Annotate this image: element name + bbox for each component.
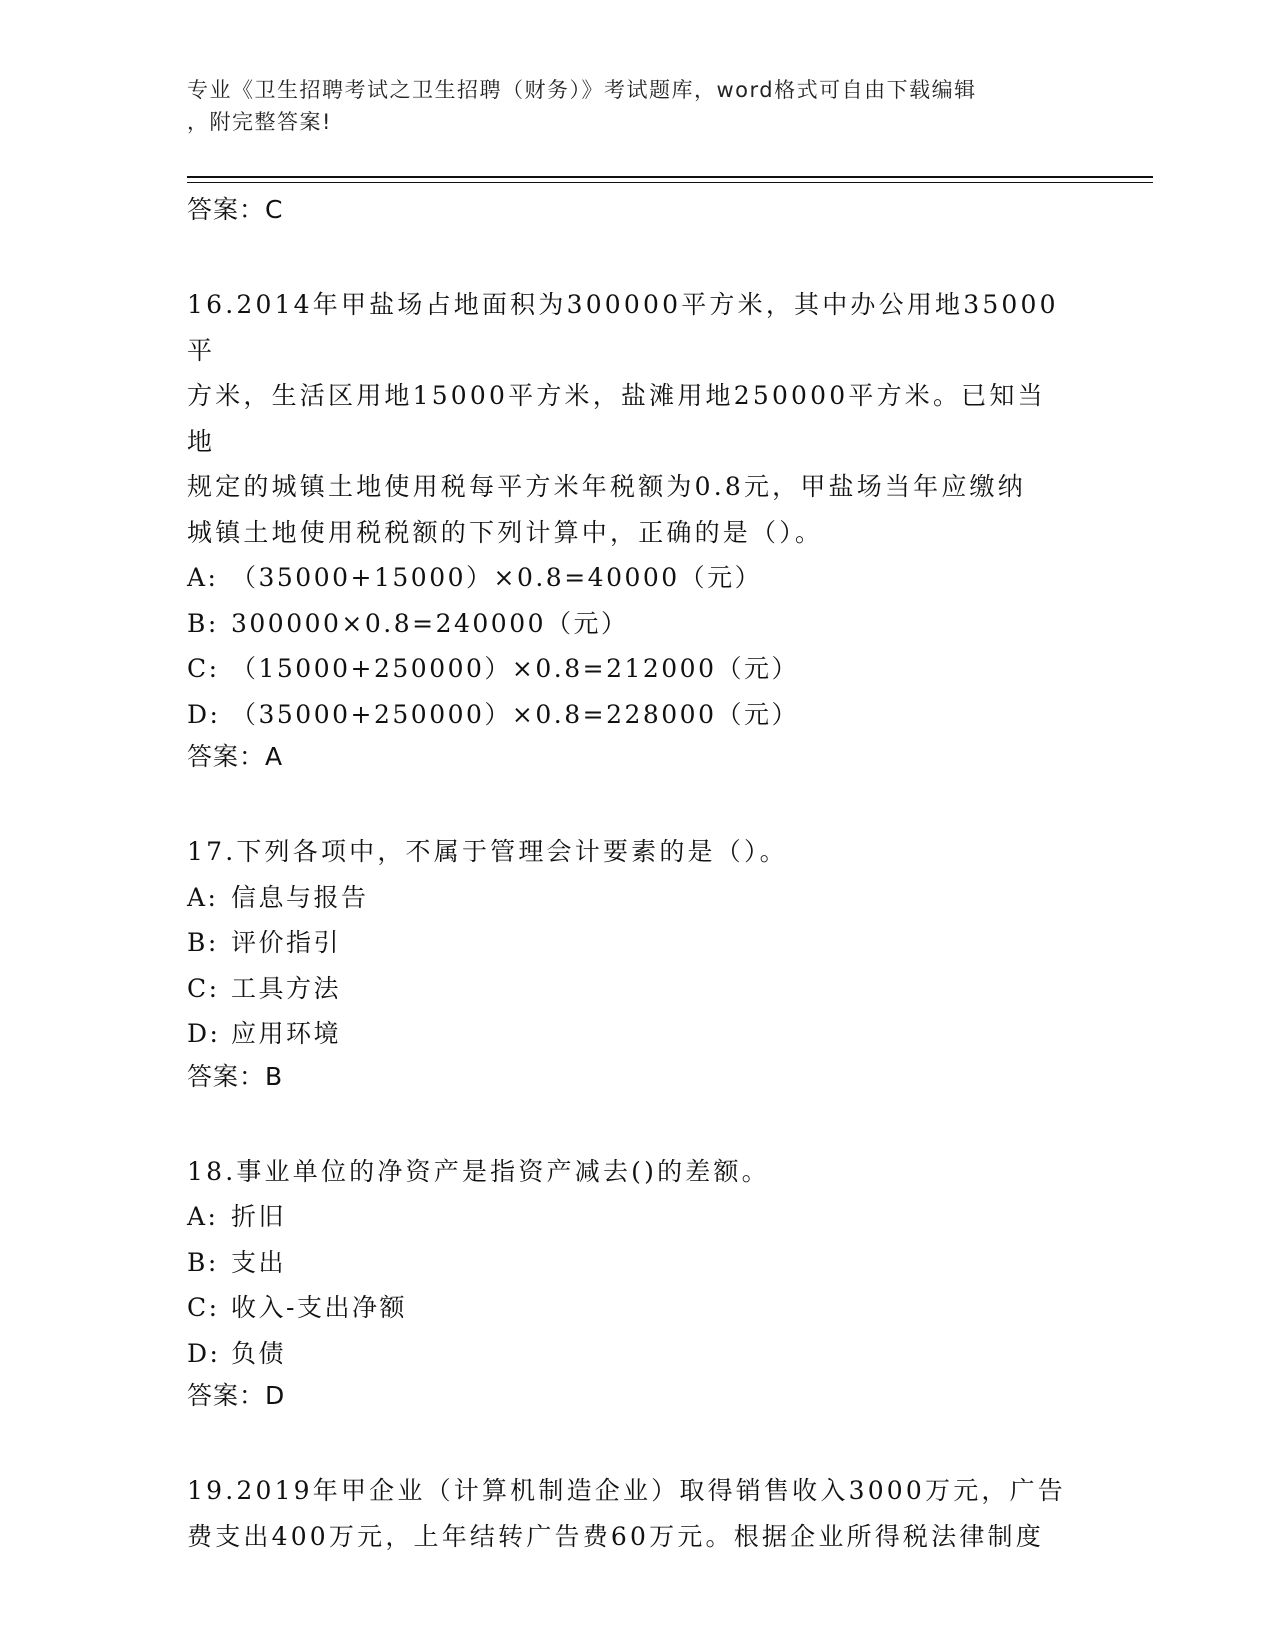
answer-value: A bbox=[265, 742, 284, 771]
answer-value: B bbox=[265, 1061, 284, 1091]
option-letter: D: bbox=[187, 699, 221, 729]
option-c bbox=[187, 966, 1087, 1012]
question-18 bbox=[187, 1149, 1087, 1417]
question-text bbox=[187, 829, 1067, 875]
option-letter: C: bbox=[187, 654, 220, 683]
header-rule-thick bbox=[187, 176, 1153, 178]
question-text-line: 城镇土地使用税税额的下列计算中，正确的是（）。 bbox=[187, 517, 824, 547]
spacer bbox=[187, 230, 1087, 282]
option-letter: B: bbox=[187, 928, 219, 957]
question-text-line: 18.事业单位的净资产是指资产减去()的差额。 bbox=[187, 1156, 770, 1186]
question-16 bbox=[187, 282, 1087, 777]
answer-label: 答案： bbox=[187, 195, 266, 224]
option-letter: B: bbox=[187, 1247, 219, 1277]
answer-line bbox=[187, 1057, 1087, 1097]
option-letter: A: bbox=[187, 1202, 219, 1231]
answer-line bbox=[187, 190, 1087, 230]
answer-label: 答案： bbox=[187, 1061, 266, 1091]
header-rule-thin bbox=[187, 182, 1153, 183]
question-text-line: 19.2019年甲企业（计算机制造企业）取得销售收入3000万元，广告 bbox=[187, 1476, 1067, 1505]
option-a bbox=[187, 555, 1087, 601]
option-letter: A: bbox=[187, 563, 219, 592]
header-line-1: 专业《卫生招聘考试之卫生招聘（财务）》考试题库，word格式可自由下载编辑 bbox=[187, 78, 977, 102]
option-text: 工具方法 bbox=[231, 973, 342, 1003]
option-a bbox=[187, 1194, 1087, 1240]
spacer bbox=[187, 1416, 1087, 1468]
option-text: 负债 bbox=[231, 1338, 287, 1368]
question-17 bbox=[187, 829, 1087, 1097]
option-a bbox=[187, 875, 1087, 921]
option-d bbox=[187, 1331, 1087, 1377]
document-header bbox=[187, 74, 1067, 138]
option-c bbox=[187, 646, 1087, 692]
option-text: （35000+15000）×0.8=40000（元） bbox=[231, 563, 763, 592]
option-letter: B: bbox=[187, 608, 219, 638]
option-letter: A: bbox=[187, 882, 219, 912]
option-text: 信息与报告 bbox=[231, 882, 369, 912]
option-text: 评价指引 bbox=[231, 928, 342, 957]
question-text-line: 方米，生活区用地15000平方米，盐滩用地250000平方米。已知当地 bbox=[187, 381, 1046, 456]
spacer bbox=[187, 1097, 1087, 1149]
question-text-line: 17.下列各项中，不属于管理会计要素的是（）。 bbox=[187, 837, 788, 866]
option-b bbox=[187, 601, 1087, 647]
header-line-2: ，附完整答案! bbox=[187, 110, 332, 134]
answer-label: 答案： bbox=[187, 742, 266, 771]
spacer bbox=[187, 777, 1087, 829]
answer-line bbox=[187, 737, 1087, 777]
option-text: 折旧 bbox=[231, 1202, 287, 1231]
question-list bbox=[187, 190, 1087, 1559]
answer-label: 答案： bbox=[187, 1381, 266, 1410]
option-text: 应用环境 bbox=[231, 1019, 342, 1048]
option-text: 支出 bbox=[231, 1247, 287, 1277]
option-letter: C: bbox=[187, 973, 220, 1003]
question-text-line: 规定的城镇土地使用税每平方米年税额为0.8元，甲盐场当年应缴纳 bbox=[187, 472, 1026, 501]
option-letter: D: bbox=[187, 1338, 221, 1368]
answer-value: C bbox=[265, 195, 284, 224]
option-b bbox=[187, 920, 1087, 966]
option-text: （15000+250000）×0.8=212000（元） bbox=[231, 654, 799, 683]
option-text: （35000+250000）×0.8=228000（元） bbox=[231, 699, 799, 729]
question-text-line: 费支出400万元，上年结转广告费60万元。根据企业所得税法律制度 bbox=[187, 1521, 1044, 1551]
option-d bbox=[187, 1011, 1087, 1057]
option-text: 收入-支出净额 bbox=[231, 1293, 407, 1322]
option-text: 300000×0.8=240000（元） bbox=[231, 608, 629, 638]
option-c bbox=[187, 1285, 1087, 1331]
question-text bbox=[187, 282, 1067, 555]
question-19 bbox=[187, 1468, 1087, 1559]
option-d bbox=[187, 692, 1087, 738]
answer-line bbox=[187, 1376, 1087, 1416]
option-b bbox=[187, 1240, 1087, 1286]
option-letter: D: bbox=[187, 1019, 221, 1048]
question-text bbox=[187, 1468, 1067, 1559]
answer-value: D bbox=[265, 1381, 286, 1410]
option-letter: C: bbox=[187, 1293, 220, 1322]
question-text bbox=[187, 1149, 1067, 1195]
question-text-line: 16.2014年甲盐场占地面积为300000平方米，其中办公用地35000平 bbox=[187, 290, 1059, 365]
